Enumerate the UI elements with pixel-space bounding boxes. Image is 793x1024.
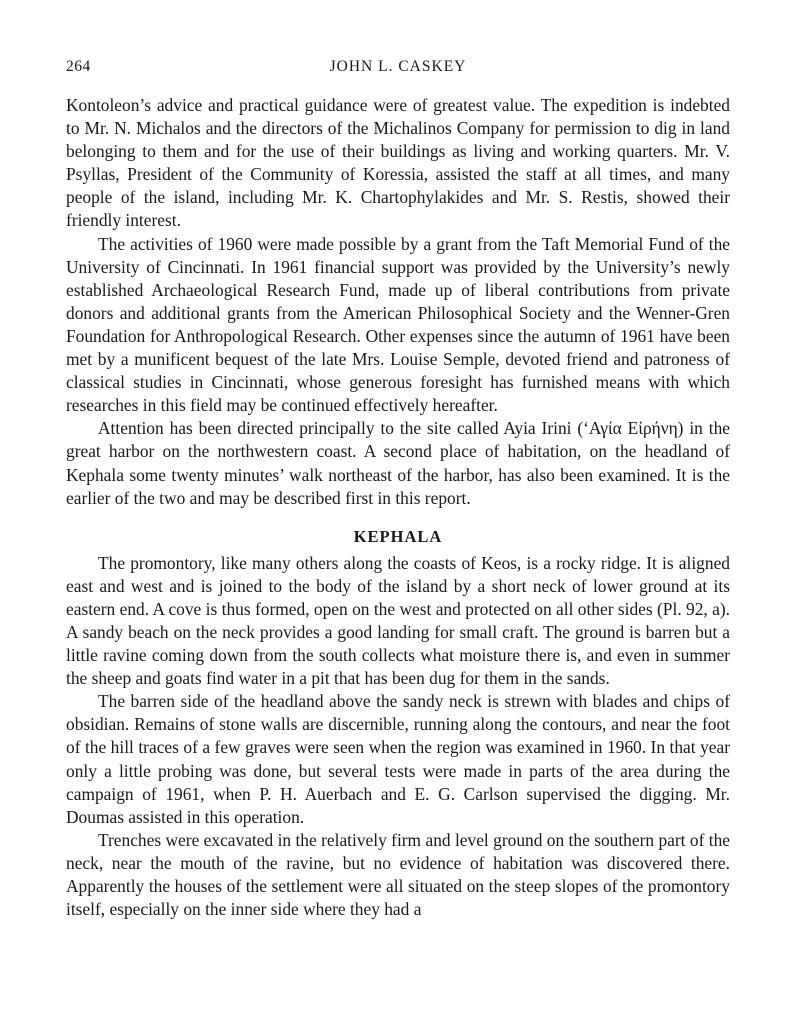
paragraph-trenches: Trenches were excavated in the relatively firm and level ground on the southern part of the neck, near the mouth of the ravine, but no evidence of habitation was discovered there. Apparently the houses of the settlement were all situated on the steep slopes of the promontory itself, especially on the inner side where they had a — [66, 829, 730, 920]
document-page — [66, 58, 730, 921]
body-text — [66, 94, 730, 921]
paragraph-headland: The barren side of the headland above the sandy neck is strewn with blades and chips of obsidian. Remains of stone walls are discernible, running along the contours, and near the foot of the hill traces of a few graves were seen when the region was examined in 1960. In that year only a little probing was done, but several tests were made in parts of the area during the campaign of 1961, when P. H. Auerbach and E. G. Carlson supervised the digging. Mr. Doumas assisted in this operation. — [66, 691, 730, 827]
paragraph-funding: The activities of 1960 were made possible by a grant from the Taft Memorial Fund of the University of Cincinnati. In 1961 financial support was provided by the University’s newly established Archaeological Research Fund, made up of liberal contributions from private donors and additional grants from the American Philosophical Society and the Wenner-Gren Foundation for Anthropological Research. Other expenses since the autumn of 1961 have been met by a munificent bequest of the late Mrs. Louise Semple, devoted friend and patroness of classical studies in Cincinnati, whose generous foresight has furnished means with which researches in this field may be continued effectively hereafter. — [66, 233, 730, 416]
paragraph-promontory: The promontory, like many others along the coasts of Keos, is a rocky ridge. It is aligned east and west and is joined to the body of the island by a short neck of lower ground at its eastern end. A cove is thus formed, open on the west and protected on all other sides (Pl. 92, a). A sandy beach on the neck provides a good landing for small craft. The ground is barren but a little ravine coming down from the south collects what moisture there is, and even in summer the sheep and goats find water in a pit that has been dug for them in the sands. — [66, 552, 730, 689]
running-header — [66, 58, 730, 84]
paragraph-sites: Attention has been directed principally to the site called Ayia Irini (‘Αγία Εἰρήνη) in the great harbor on the northwestern coast. A second place of habitation, on the headland of Kephala some twenty minutes’ walk northeast of the harbor, has also been examined. It is the earlier of the two and may be described first in this report. — [66, 418, 730, 508]
paragraph-acknowledgments: Kontoleon’s advice and practical guidance were of greatest value. The expedition is indebted to Mr. N. Michalos and the directors of the Michalinos Company for permission to dig in land belonging to them and for the use of their buildings as living and working quarters. Mr. V. Psyllas, President of the Community of Koressia, assisted the staff at all times, and many people of the island, including Mr. K. Chartophylakides and Mr. S. Restis, showed their friendly interest. — [66, 95, 730, 231]
section-heading-kephala: KEPHALA — [353, 526, 443, 546]
running-title: JOHN L. CASKEY — [329, 58, 467, 75]
page-number: 264 — [66, 58, 91, 75]
